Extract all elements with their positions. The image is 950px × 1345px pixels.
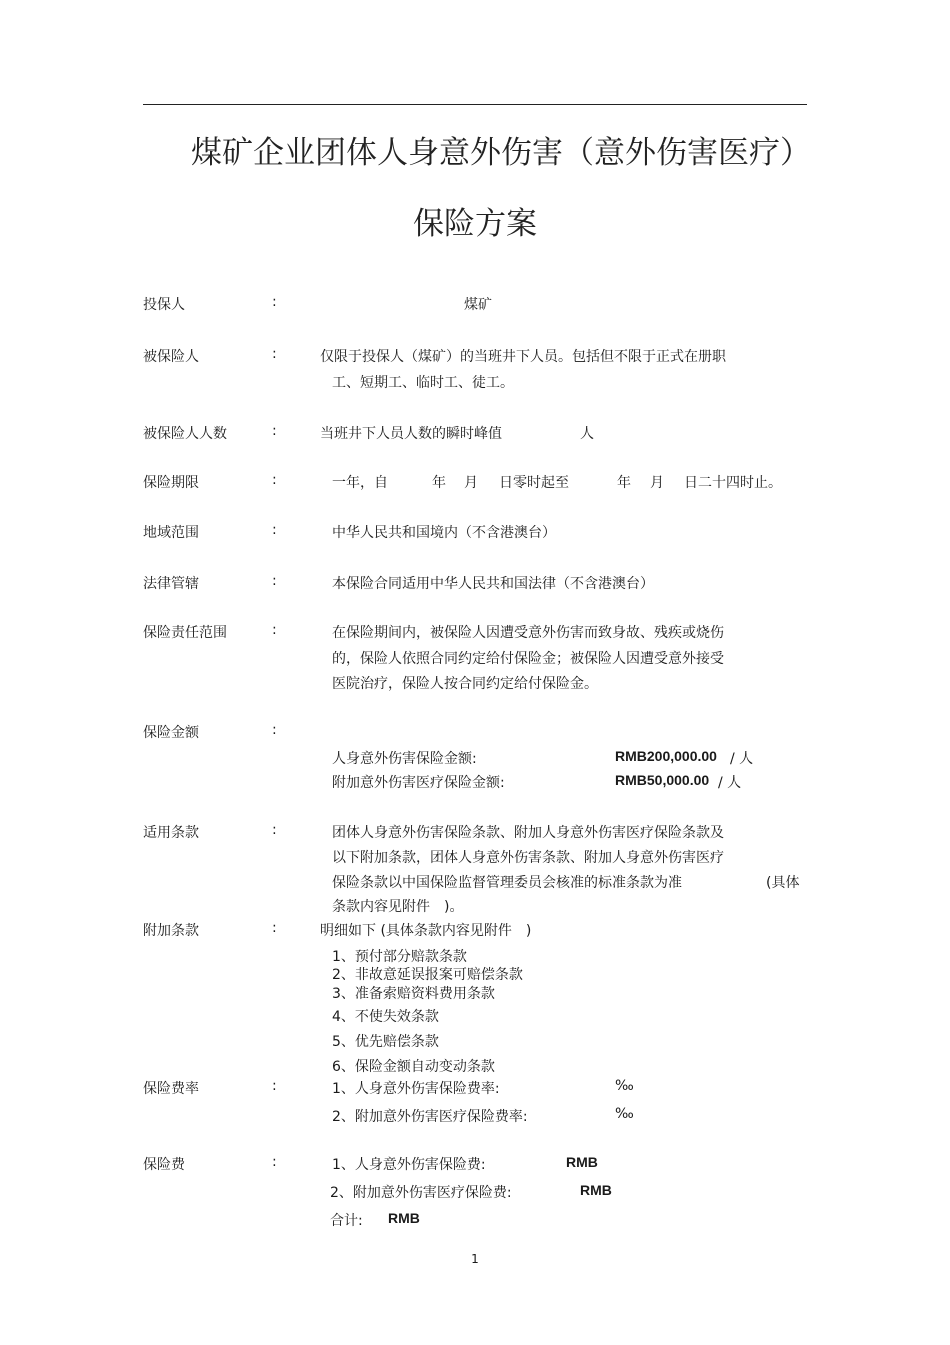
additional-item-2: 2、非故意延误报案可赔偿条款 bbox=[332, 967, 523, 983]
insured-count-unit: 人 bbox=[580, 426, 594, 442]
policyholder-colon: : bbox=[272, 294, 277, 310]
amount-item2-value: RMB50,000.00 bbox=[615, 772, 710, 788]
insured-line2: 工、短期工、临时工、徒工。 bbox=[332, 375, 514, 391]
additional-item-3: 3、准备索赔资料费用条款 bbox=[332, 986, 495, 1002]
amount-label: 保险金额 bbox=[143, 725, 199, 741]
clauses-line2: 以下附加条款，团体人身意外伤害条款、附加人身意外伤害医疗 bbox=[332, 850, 724, 866]
coverage-label: 保险责任范围 bbox=[143, 625, 227, 641]
amount-item2-label: 附加意外伤害医疗保险金额: bbox=[332, 775, 505, 791]
premium-label: 保险费 bbox=[143, 1157, 185, 1173]
coverage-line3: 医院治疗，保险人按合同约定给付保险金。 bbox=[332, 676, 598, 692]
coverage-colon: : bbox=[272, 622, 277, 638]
region-colon: : bbox=[272, 522, 277, 538]
page-number: 1 bbox=[471, 1252, 479, 1266]
document-title-line2: 保险方案 bbox=[413, 206, 537, 242]
period-label: 保险期限 bbox=[143, 475, 199, 491]
period-end-month: 月 bbox=[650, 475, 664, 491]
additional-item-1: 1、预付部分赔款条款 bbox=[332, 949, 467, 965]
clauses-label: 适用条款 bbox=[143, 825, 199, 841]
period-start-year: 年 bbox=[432, 475, 446, 491]
insured-count-colon: : bbox=[272, 423, 277, 439]
rate-item1-unit: ‰ bbox=[615, 1078, 634, 1094]
additional-intro: 明细如下 (具体条款内容见附件 ) bbox=[320, 923, 532, 939]
amount-item1-label: 人身意外伤害保险金额: bbox=[332, 751, 477, 767]
region-label: 地域范围 bbox=[143, 525, 199, 541]
additional-item-6: 6、保险金额自动变动条款 bbox=[332, 1059, 495, 1075]
document-title-line1: 煤矿企业团体人身意外伤害（意外伤害医疗） bbox=[191, 135, 811, 171]
clauses-colon: : bbox=[272, 822, 277, 838]
law-value: 本保险合同适用中华人民共和国法律（不含港澳台） bbox=[332, 576, 654, 592]
amount-item2-unit: / 人 bbox=[718, 775, 742, 791]
rate-label: 保险费率 bbox=[143, 1081, 199, 1097]
period-end-year: 年 bbox=[617, 475, 631, 491]
additional-item-4: 4、不使失效条款 bbox=[332, 1009, 439, 1025]
additional-colon: : bbox=[272, 920, 277, 936]
period-start-day: 日零时起至 bbox=[499, 475, 569, 491]
coverage-line1: 在保险期间内，被保险人因遭受意外伤害而致身故、残疾或烧伤 bbox=[332, 625, 724, 641]
rate-item1: 1、人身意外伤害保险费率: bbox=[332, 1081, 500, 1097]
rate-item2: 2、附加意外伤害医疗保险费率: bbox=[332, 1109, 528, 1125]
premium-total-label: 合计: bbox=[330, 1213, 363, 1229]
insured-count-label: 被保险人人数 bbox=[143, 426, 227, 442]
insured-label: 被保险人 bbox=[143, 349, 199, 365]
policyholder-label: 投保人 bbox=[143, 297, 185, 313]
additional-item-5: 5、优先赔偿条款 bbox=[332, 1034, 439, 1050]
period-end-day: 日二十四时止。 bbox=[684, 475, 782, 491]
header-rule bbox=[143, 104, 807, 105]
law-label: 法律管辖 bbox=[143, 576, 199, 592]
rate-item2-unit: ‰ bbox=[615, 1106, 634, 1122]
premium-item2-currency: RMB bbox=[580, 1182, 612, 1198]
premium-item1: 1、人身意外伤害保险费: bbox=[332, 1157, 486, 1173]
amount-item1-unit: / 人 bbox=[730, 751, 754, 767]
policyholder-value: 煤矿 bbox=[464, 297, 492, 313]
insured-colon: : bbox=[272, 346, 277, 362]
period-start-month: 月 bbox=[464, 475, 478, 491]
premium-item2: 2、附加意外伤害医疗保险费: bbox=[330, 1185, 512, 1201]
clauses-line3: 保险条款以中国保险监督管理委员会核准的标准条款为准 bbox=[332, 875, 682, 891]
insured-count-value: 当班井下人员人数的瞬时峰值 bbox=[320, 426, 502, 442]
insured-line1: 仅限于投保人（煤矿）的当班井下人员。包括但不限于正式在册职 bbox=[320, 349, 726, 365]
rate-colon: : bbox=[272, 1078, 277, 1094]
amount-colon: : bbox=[272, 722, 277, 738]
additional-label: 附加条款 bbox=[143, 923, 199, 939]
premium-total-currency: RMB bbox=[388, 1210, 420, 1226]
premium-item1-currency: RMB bbox=[566, 1154, 598, 1170]
coverage-line2: 的，保险人依照合同约定给付保险金；被保险人因遭受意外接受 bbox=[332, 651, 724, 667]
clauses-line4: 条款内容见附件 )。 bbox=[332, 899, 464, 915]
period-colon: : bbox=[272, 472, 277, 488]
clauses-line1: 团体人身意外伤害保险条款、附加人身意外伤害医疗保险条款及 bbox=[332, 825, 724, 841]
clauses-line3-tail: (具体 bbox=[766, 875, 800, 891]
region-value: 中华人民共和国境内（不含港澳台） bbox=[332, 525, 556, 541]
period-start-text: 一年，自 bbox=[332, 475, 388, 491]
amount-item1-value: RMB200,000.00 bbox=[615, 748, 717, 764]
law-colon: : bbox=[272, 573, 277, 589]
premium-colon: : bbox=[272, 1154, 277, 1170]
